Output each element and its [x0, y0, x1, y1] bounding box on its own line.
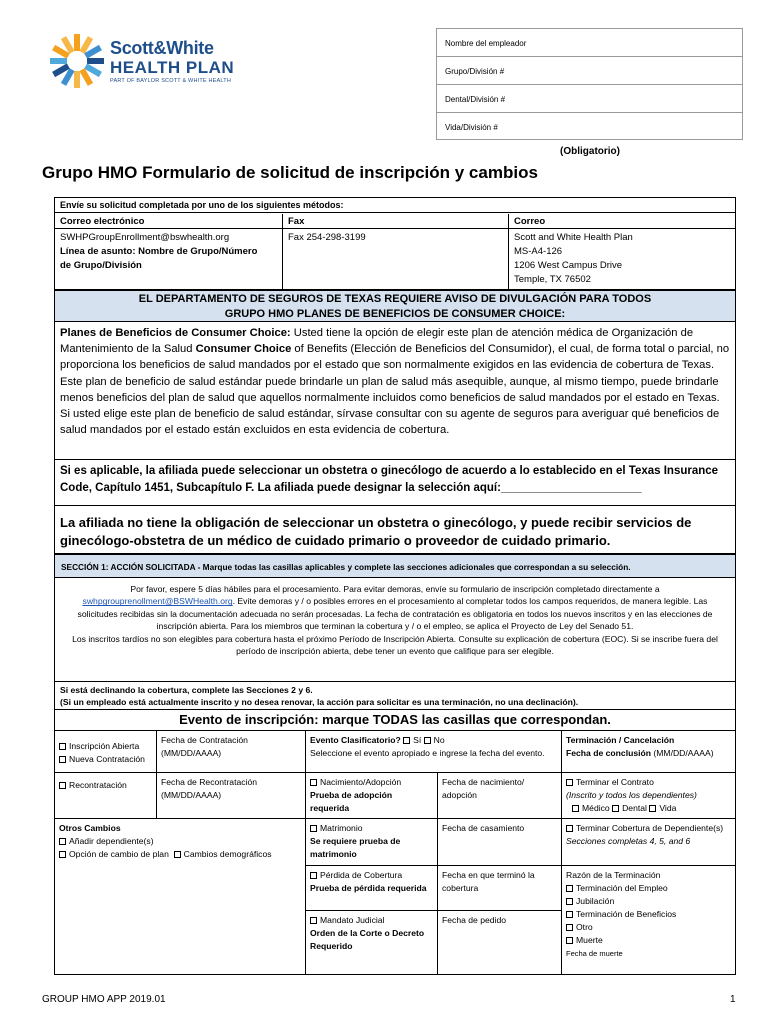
- instructions-part-3: Los inscritos tardíos no son elegibles para cobertura hasta el próximo Período de Inscripción Abierta. Consulte su explicación de cobertura (EOC). Si se inscribe fuera del período de inscripción abierta, debe tener un evento que califique para ser elegible.: [72, 633, 718, 657]
- retirement-label: Jubilación: [576, 896, 615, 906]
- tdi-head-line-2: GRUPO HMO PLANES DE BENEFICIOS DE CONSUMER CHOICE:: [224, 308, 566, 320]
- birth-date-cell[interactable]: [437, 772, 562, 819]
- methods-header: Envíe su solicitud completada por uno de los siguientes métodos:: [55, 198, 735, 213]
- obgyn-designation: Si es aplicable, la afiliada puede seleccionar un obstetra o ginecólogo de acuerdo a lo establecido en el Texas Insurance Code, Capítulo 1451, Subcapítulo F. La afiliada puede designar la selección aquí:______________________: [54, 460, 736, 506]
- mail-label: Correo: [509, 214, 735, 229]
- loss-date-cell[interactable]: [437, 865, 562, 911]
- logo-line-2: HEALTH PLAN: [110, 58, 235, 77]
- medical-checkbox[interactable]: [572, 805, 579, 812]
- tdi-head-line-1: EL DEPARTAMENTO DE SEGUROS DE TEXAS REQUIERE AVISO DE DIVULGACIÓN PARA TODOS: [138, 293, 652, 305]
- hire-date-label: Fecha de Contratación (MM/DD/AAAA): [161, 735, 248, 758]
- employment-termination-checkbox[interactable]: [566, 885, 573, 892]
- email-address[interactable]: SWHPGroupEnrollment@bswhealth.org: [60, 232, 230, 243]
- death-date-label[interactable]: Fecha de muerte: [566, 949, 623, 958]
- other-changes-title: Otros Cambios: [59, 823, 121, 833]
- hire-date-cell[interactable]: [156, 730, 306, 773]
- mail-column: [509, 214, 735, 289]
- marriage-date-label: Fecha de casamiento: [442, 823, 525, 833]
- employment-termination-label: Terminación del Empleo: [576, 883, 668, 893]
- termination-date-label: Fecha de conclusión: [566, 748, 652, 758]
- marriage-label: Matrimonio: [320, 823, 363, 833]
- terminate-dependent-cell: [561, 818, 736, 866]
- declining-line-2: (Si un empleado está actualmente inscrito y no desea renovar, la acción para solicitar es una terminación, no una declinación).: [60, 697, 579, 707]
- termination-header-cell: [561, 730, 736, 773]
- life-division-field[interactable]: Vida/División #: [445, 123, 498, 132]
- dental-division-field[interactable]: Dental/División #: [437, 85, 742, 113]
- enrollment-email-link[interactable]: swhpgrouprenollment@BSWHealth.org: [82, 596, 233, 607]
- marriage-cell: [305, 818, 438, 866]
- health-plan-logo: [48, 30, 238, 90]
- tdi-notice-header: [54, 290, 736, 322]
- rehire-date-cell[interactable]: [156, 772, 306, 819]
- email-subject-2: de Grupo/División: [60, 260, 142, 271]
- court-order-label: Mandato Judicial: [320, 915, 385, 925]
- loss-coverage-checkbox[interactable]: [310, 872, 317, 879]
- add-dependent-checkbox[interactable]: [59, 838, 66, 845]
- open-enrollment-checkbox[interactable]: [59, 743, 66, 750]
- instructions-part-2: . Evite demoras y / o posibles errores en el procesamiento al completar todos los campos requeridos, de manera legible. Las solicitudes recibidas sin la documentación adecuada no serán procesadas. La fecha de contratación es obligatoria en todos los nuevos inscritos y en las elecciones de inscripción abierta. Para los miembros que terminan la cobertura y / o el empleo, se aplica el Proyecto de Ley del Senado 51.: [77, 596, 713, 632]
- submission-methods-table: [54, 197, 736, 290]
- page-number: 1: [730, 994, 736, 1005]
- marriage-date-cell[interactable]: [437, 818, 562, 866]
- new-hire-label: Nueva Contratación: [69, 754, 145, 764]
- plan-change-checkbox[interactable]: [59, 851, 66, 858]
- loss-coverage-proof: Prueba de pérdida requerida: [310, 883, 427, 893]
- tdi-lead: Planes de Beneficios de Consumer Choice:: [60, 327, 291, 339]
- birth-adoption-cell: [305, 772, 438, 819]
- logo-line-3: PART OF BAYLOR SCOTT & WHITE HEALTH: [110, 78, 231, 84]
- plan-change-label: Opción de cambio de plan: [69, 849, 169, 859]
- termination-reason-cell: [561, 865, 736, 975]
- section-1-instructions: [54, 578, 736, 682]
- terminate-dependent-note: Secciones completas 4, 5, and 6: [566, 836, 691, 846]
- enrollment-event-title: Evento de inscripción: marque TODAS las casillas que correspondan.: [54, 710, 736, 730]
- demographic-change-label: Cambios demográficos: [183, 849, 272, 859]
- qualifying-event-cell: [305, 730, 562, 773]
- birth-adoption-label: Nacimiento/Adopción: [320, 777, 402, 787]
- dental-checkbox[interactable]: [612, 805, 619, 812]
- page-title: Grupo HMO Formulario de solicitud de inscripción y cambios: [42, 163, 538, 182]
- rehire-cell: [54, 772, 157, 819]
- termination-title: Terminación / Cancelación: [566, 735, 675, 745]
- email-column: [55, 214, 283, 289]
- court-date-cell[interactable]: [437, 910, 562, 975]
- loss-coverage-label: Pérdida de Cobertura: [320, 870, 403, 880]
- qualifying-yes-label: Sí: [413, 735, 422, 745]
- qualifying-no-label: No: [433, 735, 445, 745]
- section-1-header: SECCIÓN 1: ACCIÓN SOLICITADA - Marque todas las casillas aplicables y complete las secciones adicionales que correspondan a su selección.: [54, 554, 736, 578]
- demographic-change-checkbox[interactable]: [174, 851, 181, 858]
- death-checkbox[interactable]: [566, 937, 573, 944]
- court-date-label: Fecha de pedido: [442, 915, 507, 925]
- other-reason-label: Otro: [576, 922, 593, 932]
- email-subject-1: Línea de asunto: Nombre de Grupo/Número: [60, 246, 258, 257]
- benefits-termination-checkbox[interactable]: [566, 911, 573, 918]
- qualifying-event-label: Evento Clasificatorio?: [310, 735, 401, 745]
- termination-reason-title: Razón de la Terminación: [566, 870, 661, 880]
- form-version: GROUP HMO APP 2019.01: [42, 994, 166, 1005]
- group-division-field[interactable]: Grupo/División #: [437, 57, 742, 85]
- medical-label: Médico: [582, 803, 610, 813]
- life-checkbox[interactable]: [649, 805, 656, 812]
- other-reason-checkbox[interactable]: [566, 924, 573, 931]
- rehire-checkbox[interactable]: [59, 782, 66, 789]
- birth-adoption-proof: Prueba de adopción requerida: [310, 790, 393, 813]
- life-label: Vida: [659, 803, 677, 813]
- terminate-dependent-checkbox[interactable]: [566, 825, 573, 832]
- mail-line-3: 1206 West Campus Drive: [514, 260, 623, 271]
- court-order-proof: Orden de la Corte o Decreto Requerido: [310, 928, 425, 951]
- court-order-checkbox[interactable]: [310, 917, 317, 924]
- employer-name-field[interactable]: Nombre del empleador: [437, 29, 742, 57]
- marriage-proof: Se requiere prueba de matrimonio: [310, 836, 401, 859]
- fax-number: Fax 254-298-3199: [288, 232, 366, 243]
- initial-enrollment-cell: [54, 730, 157, 773]
- instructions-part-1: Por favor, espere 5 días hábiles para el procesamiento. Para evitar demoras, envíe su formulario de inscripción completado directamente a: [130, 584, 660, 594]
- termination-date-format: (MM/DD/AAAA): [653, 748, 714, 758]
- rehire-date-label: Fecha de Recontratación (MM/DD/AAAA): [161, 777, 258, 800]
- tdi-body-2: of Benefits (Elección de Beneficios del Consumidor), el cual, de forma total o parcial, no proporciona los beneficios de salud mandados por el estado que son normalmente exigidos en las evidencia de cobertura de Texas. Este plan de beneficio de salud estándar puede brindarle un plan de salud más asequible, aunque, al mismo tiempo, puede brindarle menos beneficios del plan de salud que aquellos normalmente incluidos como beneficios de salud mandados por el estado en Texas. Si usted elige este plan de beneficio de salud estándar, sírvase consultar con su agente de seguros para averiguar qué beneficios de salud mandados por el estado están excluidos en esta evidencia de cobertura.: [60, 343, 730, 437]
- loss-date-label: Fecha en que terminó la cobertura: [442, 870, 535, 893]
- starburst-logo-icon: [48, 32, 106, 90]
- open-enrollment-label: Inscripción Abierta: [69, 741, 140, 751]
- declining-line-1: Si está declinando la cobertura, complete las Secciones 2 y 6.: [60, 685, 313, 695]
- tdi-body-1: Usted tiene la opción de elegir este plan de atención médica de Organización de Mantenimiento de la Salud: [60, 327, 694, 356]
- mail-line-1: Scott and White Health Plan: [514, 232, 633, 243]
- tdi-notice-body: [54, 322, 736, 460]
- terminate-contract-label: Terminar el Contrato: [576, 777, 654, 787]
- mail-line-4: Temple, TX 76502: [514, 274, 591, 285]
- terminate-dependent-label: Terminar Cobertura de Dependiente(s): [576, 823, 724, 833]
- rehire-label: Recontratación: [69, 780, 127, 790]
- tdi-consumer-choice: Consumer Choice: [195, 343, 292, 356]
- fax-label: Fax: [283, 214, 508, 229]
- loss-coverage-cell: [305, 865, 438, 911]
- add-dependent-label: Añadir dependiente(s): [69, 836, 154, 846]
- qualifying-description: Seleccione el evento apropiado e ingrese la fecha del evento.: [310, 748, 545, 758]
- death-label: Muerte: [576, 935, 603, 945]
- employer-info-box: [436, 28, 743, 140]
- required-note: (Obligatorio): [560, 146, 620, 157]
- retirement-checkbox[interactable]: [566, 898, 573, 905]
- benefits-termination-label: Terminación de Beneficios: [576, 909, 677, 919]
- dental-label: Dental: [622, 803, 647, 813]
- email-label: Correo electrónico: [55, 214, 282, 229]
- fax-column: [283, 214, 509, 289]
- marriage-checkbox[interactable]: [310, 825, 317, 832]
- new-hire-checkbox[interactable]: [59, 756, 66, 763]
- qualifying-yes-checkbox[interactable]: [403, 737, 410, 744]
- other-changes-cell: [54, 818, 306, 975]
- qualifying-no-checkbox[interactable]: [424, 737, 431, 744]
- terminate-contract-note: (Inscrito y todos los dependientes): [566, 790, 697, 800]
- birth-date-label: Fecha de nacimiento/ adopción: [442, 777, 525, 800]
- mail-line-2: MS-A4-126: [514, 246, 563, 257]
- birth-adoption-checkbox[interactable]: [310, 779, 317, 786]
- court-order-cell: [305, 910, 438, 975]
- terminate-contract-checkbox[interactable]: [566, 779, 573, 786]
- obgyn-not-required: La afiliada no tiene la obligación de seleccionar un obstetra o ginecólogo, y puede recibir servicios de ginecólogo-obstetra de un médico de cuidado primario o proveedor de cuidado primario.: [54, 506, 736, 554]
- logo-line-1: Scott&White: [110, 38, 214, 58]
- declining-note: [54, 682, 736, 710]
- terminate-contract-cell: [561, 772, 736, 819]
